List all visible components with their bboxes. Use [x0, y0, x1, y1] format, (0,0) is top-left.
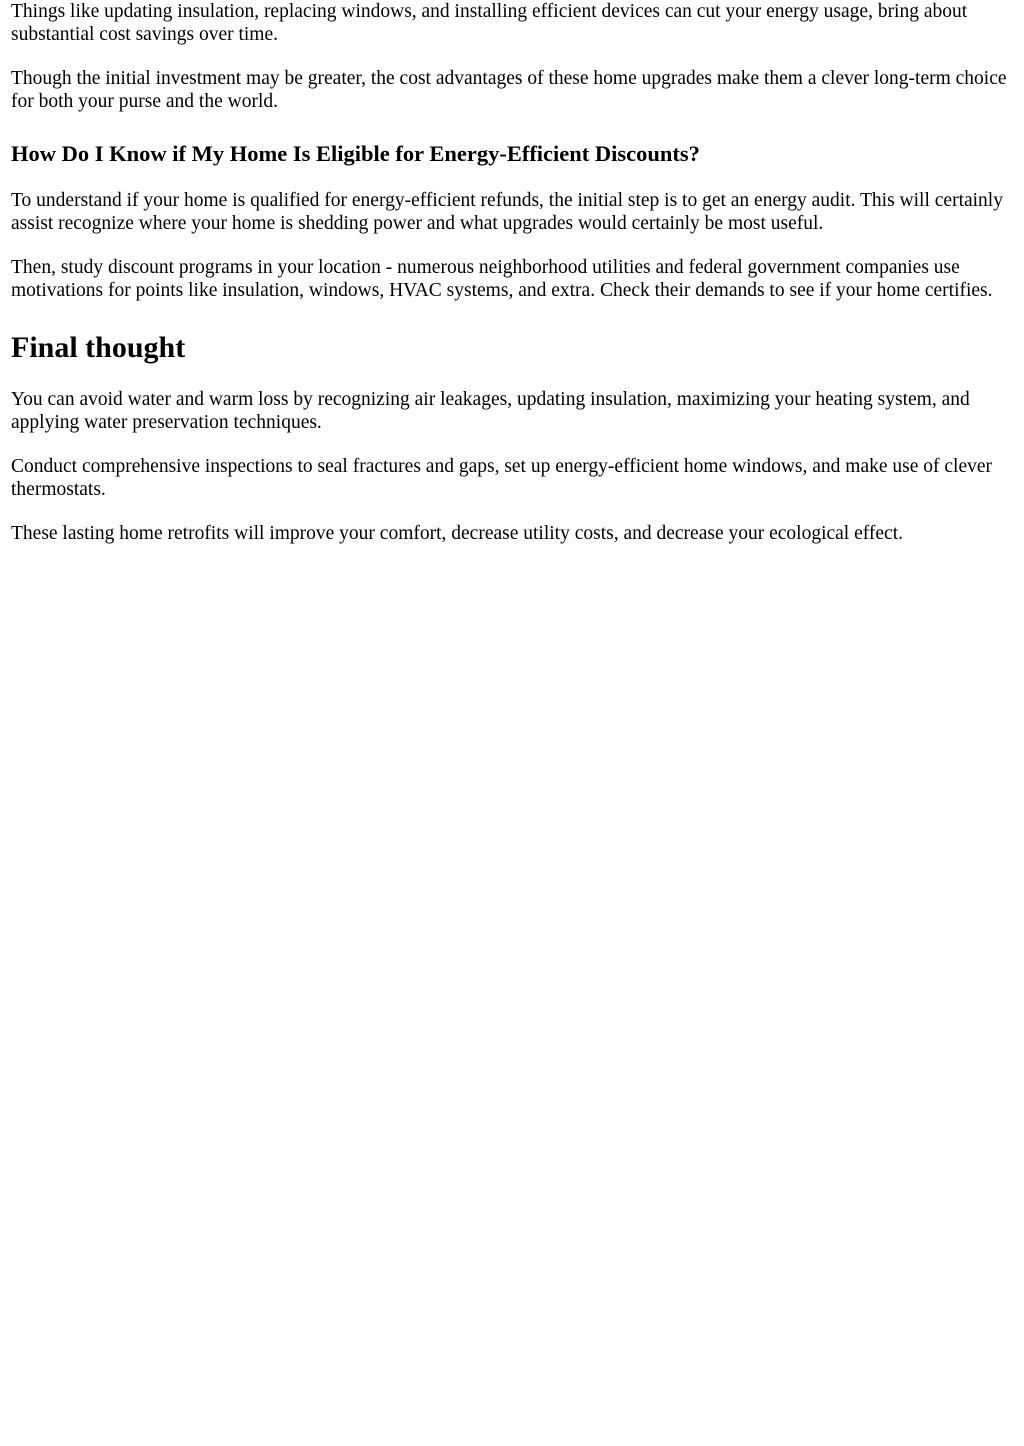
paragraph-upgrades: Things like updating insulation, replacing windows, and installing efficient devices can cut your energy usage, bring about substantial cost savings over time. [11, 1, 968, 45]
heading-eligibility: How Do I Know if My Home Is Eligible for Energy-Efficient Discounts? [11, 141, 700, 166]
heading-final-thought: Final thought [11, 331, 186, 364]
paragraph-retrofits: These lasting home retrofits will improve your comfort, decrease utility costs, and decrease your ecological effect. [11, 523, 903, 544]
article-body [0, 0, 1024, 545]
paragraph-avoid-loss: You can avoid water and warm loss by recognizing air leakages, updating insulation, maximizing your heating system, and applying water preservation techniques. [11, 389, 970, 433]
paragraph-discount-programs: Then, study discount programs in your location - numerous neighborhood utilities and federal government companies use motivations for points like insulation, windows, HVAC systems, and extra. Check their demands to see if your home certifies. [11, 257, 993, 301]
paragraph-inspections: Conduct comprehensive inspections to seal fractures and gaps, set up energy-efficient home windows, and make use of clever thermostats. [11, 456, 993, 500]
paragraph-energy-audit: To understand if your home is qualified for energy-efficient refunds, the initial step is to get an energy audit. This will certainly assist recognize where your home is shedding power and what upgrades would certainly be most useful. [11, 190, 1003, 234]
paragraph-investment: Though the initial investment may be greater, the cost advantages of these home upgrades make them a clever long-term choice for both your purse and the world. [11, 68, 1007, 112]
